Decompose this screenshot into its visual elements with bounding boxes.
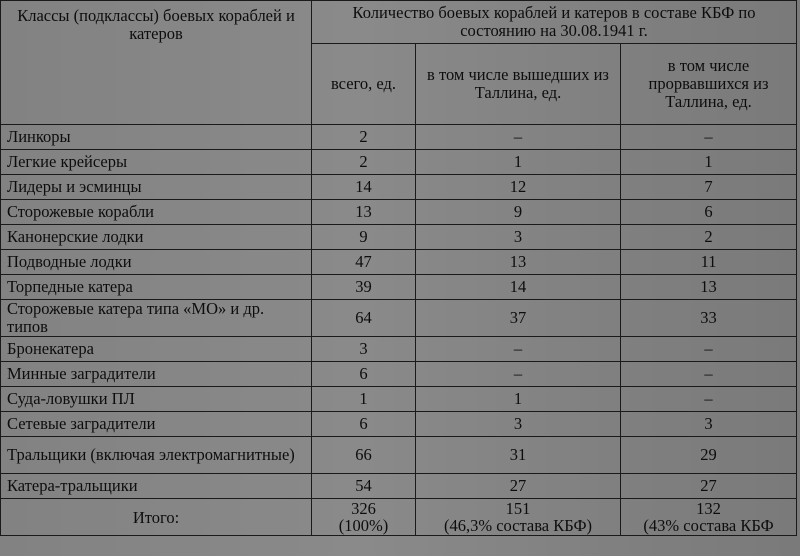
left-tallinn-cell (416, 499, 621, 536)
table-row (1, 275, 797, 300)
broke-through-cell: 11 (621, 250, 797, 275)
total-cell: 2 (312, 150, 416, 175)
broke-through-cell: – (621, 125, 797, 150)
class-name-cell: Катера-тральщики (1, 474, 312, 499)
total-cell: 54 (312, 474, 416, 499)
table-row (1, 474, 797, 499)
left-tallinn-cell: 13 (416, 250, 621, 275)
total-value: 151 (505, 499, 531, 518)
total-cell: 3 (312, 337, 416, 362)
left-tallinn-cell: 9 (416, 200, 621, 225)
total-cell: 2 (312, 125, 416, 150)
left-tallinn-cell: 27 (416, 474, 621, 499)
table-row (1, 225, 797, 250)
total-value: 132 (696, 499, 721, 518)
broke-through-cell: 33 (621, 300, 797, 337)
class-name-cell: Легкие крейсеры (1, 150, 312, 175)
class-name-cell: Подводные лодки (1, 250, 312, 275)
left-tallinn-cell: 3 (416, 225, 621, 250)
left-tallinn-cell: 14 (416, 275, 621, 300)
class-name-cell: Канонерские лодки (1, 225, 312, 250)
broke-through-cell: 2 (621, 225, 797, 250)
left-tallinn-cell: – (416, 337, 621, 362)
table-row (1, 125, 797, 150)
broke-through-cell: 7 (621, 175, 797, 200)
table-row (1, 387, 797, 412)
left-tallinn-cell: 3 (416, 412, 621, 437)
total-percent: (43% состава КБФ (643, 516, 774, 535)
table-body (1, 125, 797, 536)
total-value: Итого: (132, 507, 180, 527)
total-cell (312, 499, 416, 536)
header-left-tallinn: в том числе вышедших из Таллина, ед. (416, 44, 621, 125)
class-name-cell: Минные заградители (1, 362, 312, 387)
broke-through-cell: 6 (621, 200, 797, 225)
broke-through-cell: – (621, 362, 797, 387)
total-cell: 9 (312, 225, 416, 250)
class-name-cell: Тральщики (включая электромагнитные) (1, 437, 312, 474)
left-tallinn-cell: 12 (416, 175, 621, 200)
table-row (1, 362, 797, 387)
broke-through-cell: – (621, 337, 797, 362)
table-row (1, 337, 797, 362)
header-broke-through: в том числе прорвавшихся из Таллина, ед. (621, 44, 797, 125)
broke-through-cell: – (621, 387, 797, 412)
table-row (1, 200, 797, 225)
table-row (1, 412, 797, 437)
table-row (1, 175, 797, 200)
total-cell: 39 (312, 275, 416, 300)
table-row (1, 437, 797, 474)
total-cell: 14 (312, 175, 416, 200)
left-tallinn-cell: – (416, 362, 621, 387)
broke-through-cell (621, 499, 797, 536)
left-tallinn-cell: 1 (416, 387, 621, 412)
class-name-cell: Лидеры и эсминцы (1, 175, 312, 200)
class-name-cell: Линкоры (1, 125, 312, 150)
total-value: 326 (351, 499, 376, 518)
total-percent: (100%) (338, 516, 389, 535)
broke-through-cell: 1 (621, 150, 797, 175)
header-class-column: Классы (подклассы) боевых кораблей и катеров (1, 1, 312, 125)
broke-through-cell: 27 (621, 474, 797, 499)
table-row (1, 250, 797, 275)
total-row (1, 499, 797, 536)
header-total: всего, ед. (312, 44, 416, 125)
total-percent: (46,3% состава КБФ) (443, 516, 593, 535)
left-tallinn-cell: 31 (416, 437, 621, 474)
left-tallinn-cell: 1 (416, 150, 621, 175)
left-tallinn-cell: 37 (416, 300, 621, 337)
total-cell: 13 (312, 200, 416, 225)
broke-through-cell: 29 (621, 437, 797, 474)
class-name-cell: Сторожевые катера типа «МО» и др. типов (1, 300, 312, 337)
class-name-cell: Торпедные катера (1, 275, 312, 300)
broke-through-cell: 13 (621, 275, 797, 300)
header-count-group: Количество боевых кораблей и катеров в составе КБФ по состоянию на 30.08.1941 г. (312, 1, 797, 44)
total-cell: 66 (312, 437, 416, 474)
total-cell: 1 (312, 387, 416, 412)
class-name-cell: Сторожевые корабли (1, 200, 312, 225)
class-name-cell: Бронекатера (1, 337, 312, 362)
total-label (1, 499, 312, 536)
class-name-cell: Суда-ловушки ПЛ (1, 387, 312, 412)
total-cell: 6 (312, 412, 416, 437)
class-name-cell: Сетевые заградители (1, 412, 312, 437)
table-row (1, 300, 797, 337)
left-tallinn-cell: – (416, 125, 621, 150)
total-cell: 64 (312, 300, 416, 337)
broke-through-cell: 3 (621, 412, 797, 437)
total-cell: 6 (312, 362, 416, 387)
table-row (1, 150, 797, 175)
total-cell: 47 (312, 250, 416, 275)
